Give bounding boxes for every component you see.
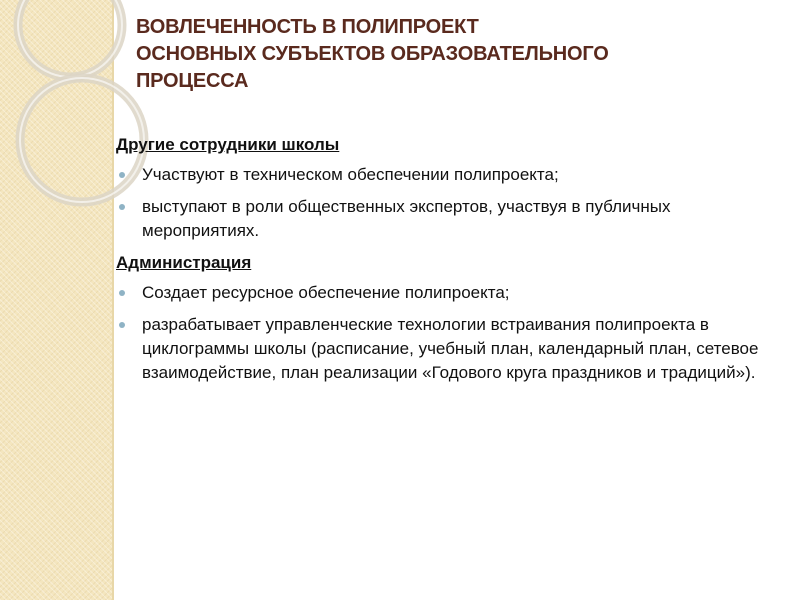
list-item <box>116 195 776 243</box>
title-line-2: ОСНОВНЫХ СУБЪЕКТОВ ОБРАЗОВАТЕЛЬНОГО <box>136 43 609 65</box>
bullet-dot-icon <box>119 290 125 296</box>
bullet-list-staff <box>116 163 776 243</box>
bullet-list-administration <box>116 281 776 385</box>
title-line-1: ВОВЛЕЧЕННОСТЬ В ПОЛИПРОЕКТ <box>136 16 479 38</box>
section-heading-staff: Другие сотрудники школы <box>116 135 340 154</box>
bullet-dot-icon <box>119 204 125 210</box>
list-item <box>116 163 776 187</box>
list-item-text: выступают в роли общественных экспертов, участвуя в публичных мероприятиях. <box>142 197 671 240</box>
slide-body <box>116 133 776 393</box>
list-item-text: Участвуют в техническом обеспечении полипроекта; <box>142 165 559 184</box>
bullet-dot-icon <box>119 172 125 178</box>
bullet-dot-icon <box>119 322 125 328</box>
list-item <box>116 281 776 305</box>
list-item-text: Создает ресурсное обеспечение полипроекта; <box>142 283 510 302</box>
list-item <box>116 313 776 385</box>
section-heading-administration: Администрация <box>116 253 252 272</box>
title-line-3: ПРОЦЕССА <box>136 70 249 92</box>
slide-title <box>136 14 776 95</box>
list-item-text: разрабатывает управленческие технологии встраивания полипроекта в циклограммы школы (расписание, учебный план, календарный план, сетевое взаимодействие, план реализации «Годового круга праздников и традиций»). <box>142 315 759 382</box>
